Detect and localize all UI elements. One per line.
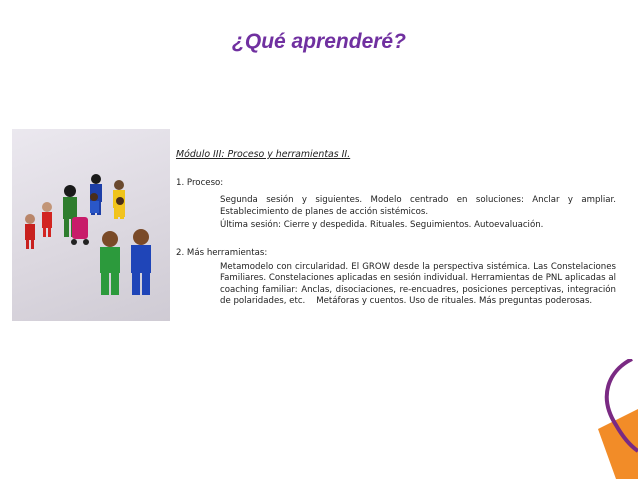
figure-blue-small	[90, 193, 99, 213]
family-figures-photo	[12, 129, 170, 321]
figure-yellow-small	[116, 197, 125, 217]
slide-title: ¿Qué aprenderé?	[232, 30, 406, 53]
item-paragraph: Segunda sesión y siguientes. Modelo centrado en soluciones: Anclar y ampliar. Establecimiento de planes de acción sistémicos.	[220, 195, 616, 217]
item-heading: 2. Más herramientas:	[176, 247, 268, 258]
list-item-herramientas	[176, 247, 619, 308]
item-paragraph: Última sesión: Cierre y despedida. Rituales. Seguimientos. Autoevaluación.	[220, 220, 544, 231]
figure-blue-front	[131, 229, 151, 295]
module-content	[176, 149, 619, 310]
item-paragraph: Metamodelo con circularidad. El GROW desde la perspectiva sistémica. Las Constelaciones Familiares. Constelaciones aplicadas en sesión individual. Herramientas de PNL aplicadas al coaching familiar: Anclas, disociaciones, re-encuadres, posiciones perceptivas, integración de polaridades, etc. Metáforas y cuentos. Uso de rituales. Más preguntas poderosas.	[220, 261, 619, 307]
module-title: Módulo III: Proceso y herramientas II.	[176, 149, 351, 160]
item-body	[220, 195, 616, 232]
list-item-proceso	[176, 178, 616, 232]
figure-green-front	[100, 231, 120, 295]
figure-red-small-2	[42, 202, 52, 237]
item-body	[220, 261, 619, 308]
item-heading: 1. Proceso:	[176, 177, 224, 188]
figures-illustration	[12, 129, 170, 321]
stroller	[71, 217, 89, 245]
figure-red-small-1	[25, 214, 35, 249]
corner-decoration	[568, 359, 638, 479]
